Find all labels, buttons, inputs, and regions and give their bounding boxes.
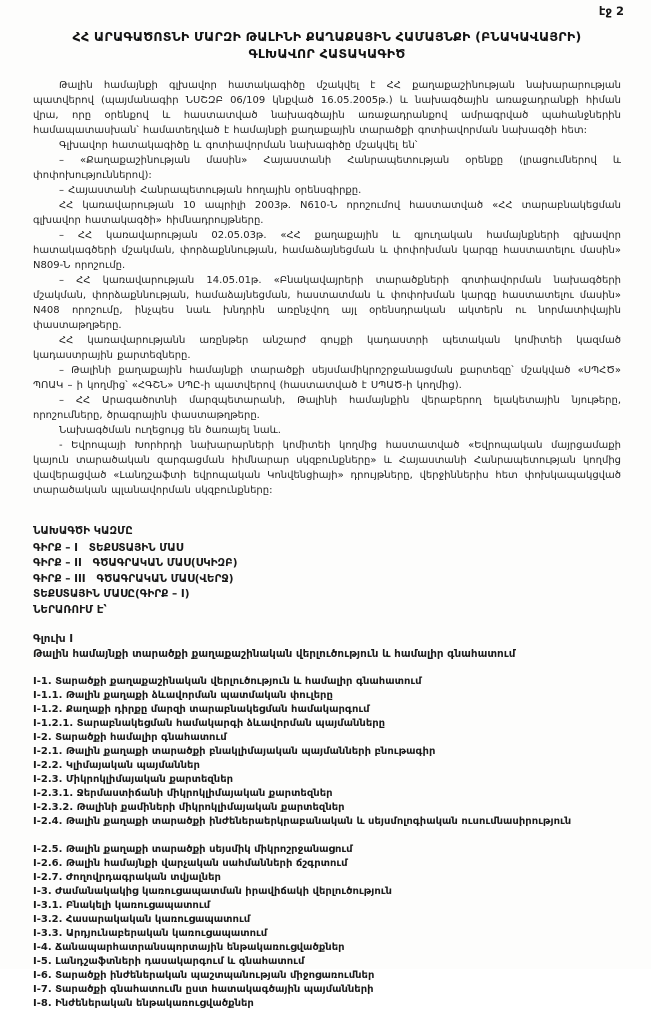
toc-item: I-7. Տարածքի գնահատումն ըստ հատակագծային պայմանների: [33, 984, 374, 995]
composition-book-line: ՆԵՐԱՌՈՒՄ Է՝: [33, 603, 107, 616]
toc-item: I-3.1. Բնակելի կառուցապատում: [33, 900, 211, 911]
chapter-title: Թալին համայնքի տարածքի քաղաքաշինական վերլուծություն և համալիր գնահատում: [33, 648, 516, 660]
intro-paragraph: – ՀՀ կառավարության 02.05.03թ. «ՀՀ քաղաքային և գյուղական համայնքների գլխավոր հատակագծերի մշակման, փորձաքննության, համաձայնեցման և փոփոխման կարգը հաստատելու մասին» N809-Ն որոշումը.: [33, 230, 621, 271]
toc-item: I-2.3.1. Ջերմաստիճանի միկրոկլիմայական քարտեզներ: [33, 788, 333, 799]
toc-item: I-2.3.2. Թալինի քամիների միկրոկլիմայական քարտեզներ: [33, 802, 345, 813]
intro-paragraph: – ՀՀ Արագածոտնի մարզպետարանի, Թալինի համայնքին վերաբերող ելակետային նյութերը, որոշումները, ծրագրային փաստաթղթերը.: [33, 395, 621, 421]
toc-item: I-8. Ինժեներական ենթակառուցվածքներ: [33, 998, 254, 1009]
toc-item: I-6. Տարածքի ինժեներական պաշտպանության միջոցառումներ: [33, 970, 375, 981]
toc-item: I-3. Ժամանակակից կառուցապատման իրավիճակի վերլուծություն: [33, 886, 392, 897]
toc-item: I-2.2. Կլիմայական պայմաններ: [33, 760, 200, 771]
intro-paragraph: – ՀՀ կառավարության 14.05.01թ. «Բնակավայրերի տարածքների գոտիավորման նախագծերի մշակման, փորձաքննության, համաձայնեցման, հաստատման և փոփոխման կարգը հաստատելու մասին» N408 որոշումը, ինչպես նաև խնդրին առընչվող այլ օրենսդրական ակտերն ու նորմատիվային փաստաթղթերը.: [33, 275, 621, 331]
toc-item: I-1.2.1. Տարաբնակեցման համակարգի ձևավորման պայմանները: [33, 718, 386, 729]
toc-item: I-2.6. Թալին համայնքի վարչական սահմանների ճշգրտում: [33, 858, 348, 869]
toc-item: I-1.1. Թալին քաղաքի ձևավորման պատմական փուլերը: [33, 690, 333, 701]
toc-item: I-2.4. Թալին քաղաքի տարածքի ինժեներաերկրաբանական և սեյսմոլոգիական ուսումնասիրություն: [33, 816, 572, 827]
intro-paragraph: – Թալինի քաղաքային համայնքի տարածքի սեյսմամիկրոշրջանացման քարտեզը՝ մշակված «ՍՊՀԾ» ՊՈԱԿ – ի կողմից՝ «ՀԳՇՆ» ՍՊԸ-ի պատվերով (հաստատված է ՍՊԱԾ-ի կողմից).: [33, 365, 621, 391]
composition-book-line: ԳԻՐՔ – I ՏԵՔՍՏԱՅԻՆ ՄԱՍ: [33, 541, 184, 554]
intro-paragraph: Գլխավոր հատակագիծը և գոտիավորման նախագիծը մշակվել են՝: [59, 140, 418, 151]
page-number: էջ 2: [598, 4, 624, 18]
intro-paragraph: – Հայաստանի Հանրապետության հողային օրենսգիրքը.: [59, 185, 362, 196]
composition-book-line: ՏԵՔՍՏԱՅԻՆ ՄԱՍԸ(ԳԻՐՔ – I): [33, 588, 190, 600]
toc-item: I-5. Լանդշաֆտների դասակարգում և գնահատում: [33, 956, 305, 967]
intro-paragraph: - Եվրոպայի Խորհրդի նախարարների կոմիտեի կողմից հաստատված «Եվրոպական մայրցամաքի կայուն տարածական զարգացման հիմնարար սկզբունքները» և Հայաստանի Հանրապետության կողմից վավերացված «Լանդշաֆտի եվրոպական Կոնվենցիայի» դրույթները, վերջիններիս հետ փոխկապակցված տարածական պլանավորման սկզբունքները:: [33, 440, 621, 496]
toc-item: I-1.2. Քաղաքի դիրքը մարզի տարաբնակեցման համակարգում: [33, 704, 370, 715]
toc-item: I-2.7. Ժողովրդագրական տվյալներ: [33, 872, 221, 883]
intro-paragraph: – «Քաղաքաշինության մասին» Հայաստանի Հանրապետության օրենքը (լրացումներով և փոփոխություններով):: [33, 155, 621, 181]
chapter-label: Գլուխ I: [33, 633, 74, 645]
intro-paragraph: ՀՀ կառավարությանն առընթեր անշարժ գույքի կադաստրի պետական կոմիտեի կազմած կադաստրային քարտեզները.: [33, 335, 621, 361]
composition-section: [33, 524, 621, 662]
toc-item: I-2.5. Թալին քաղաքի տարածքի սեյսմիկ միկրոշրջանացում: [33, 844, 353, 855]
toc-item: I-2. Տարածքի համալիր գնահատում: [33, 732, 227, 743]
composition-book-line: ԳԻՐՔ – II ԳԾԱԳՐԱԿԱՆ ՄԱՍ(ՍԿԻԶԲ): [33, 557, 238, 569]
toc-item: I-1. Տարածքի քաղաքաշինական վերլուծություն և համալիր գնահատում: [33, 676, 422, 687]
toc-item: I-2.3. Միկրոկլիմայական քարտեզներ: [33, 774, 234, 785]
composition-heading: ՆԱԽԱԳԾԻ ԿԱԶՄԸ: [33, 525, 133, 537]
intro-paragraph: ՀՀ կառավարության 10 ապրիլի 2003թ. N610-Ն որոշումով հաստատված «ՀՀ տարաբնակեցման գլխավոր հատակագծի» հիմնադրույթները.: [33, 200, 621, 226]
toc-item: I-4. Ճանապարհատրանսպորտային ենթակառուցվածքներ: [33, 942, 345, 953]
toc-item: I-3.2. Հասարակական կառուցապատում: [33, 914, 251, 925]
table-of-contents: [33, 675, 621, 1011]
intro-paragraph: Թալին համայնքի գլխավոր հատակագիծը մշակվել է ՀՀ քաղաքաշինության նախարարության պատվերով (պայմանագիր ՆՍՇԶԲ 06/109 կնքված 16.05.2005թ.) և նախագծային առաջադրանքի հիման վրա, որը օրենքով և հաստատված նախագծային առաջադրանքով ամրագրված պահանջներին համապատասխան՝ համատեղված է համայնքի քաղաքային տարածքի գոտիավորման նախագծի հետ:: [33, 80, 621, 136]
intro-paragraph: Նախագծման ուղեցույց են ծառայել նաև.: [59, 425, 281, 436]
document-title-line-2: ԳԼԽԱՎՈՐ ՀԱՏԱԿԱԳԻԾ: [248, 46, 406, 61]
document-title-line-1: ՀՀ ԱՐԱԳԱԾՈՏՆԻ ՄԱՐԶԻ ԹԱԼԻՆԻ ՔԱՂԱՔԱՅԻՆ ՀԱՄԱՅՆՔԻ (ԲՆԱԿԱՎԱՅՐԻ): [72, 29, 582, 44]
toc-item: [33, 829, 621, 843]
intro-section: [33, 78, 621, 498]
toc-item: I-3.3. Արդյունաբերական կառուցապատում: [33, 928, 268, 939]
document-title: [33, 28, 621, 62]
composition-books: [33, 541, 621, 619]
composition-book-line: ԳԻՐՔ – III ԳԾԱԳՐԱԿԱՆ ՄԱՍ(ՎԵՐՋ): [33, 572, 234, 585]
toc-item: I-2.1. Թալին քաղաքի տարածքի բնակլիմայական պայմանների բնութագիր: [33, 746, 436, 757]
